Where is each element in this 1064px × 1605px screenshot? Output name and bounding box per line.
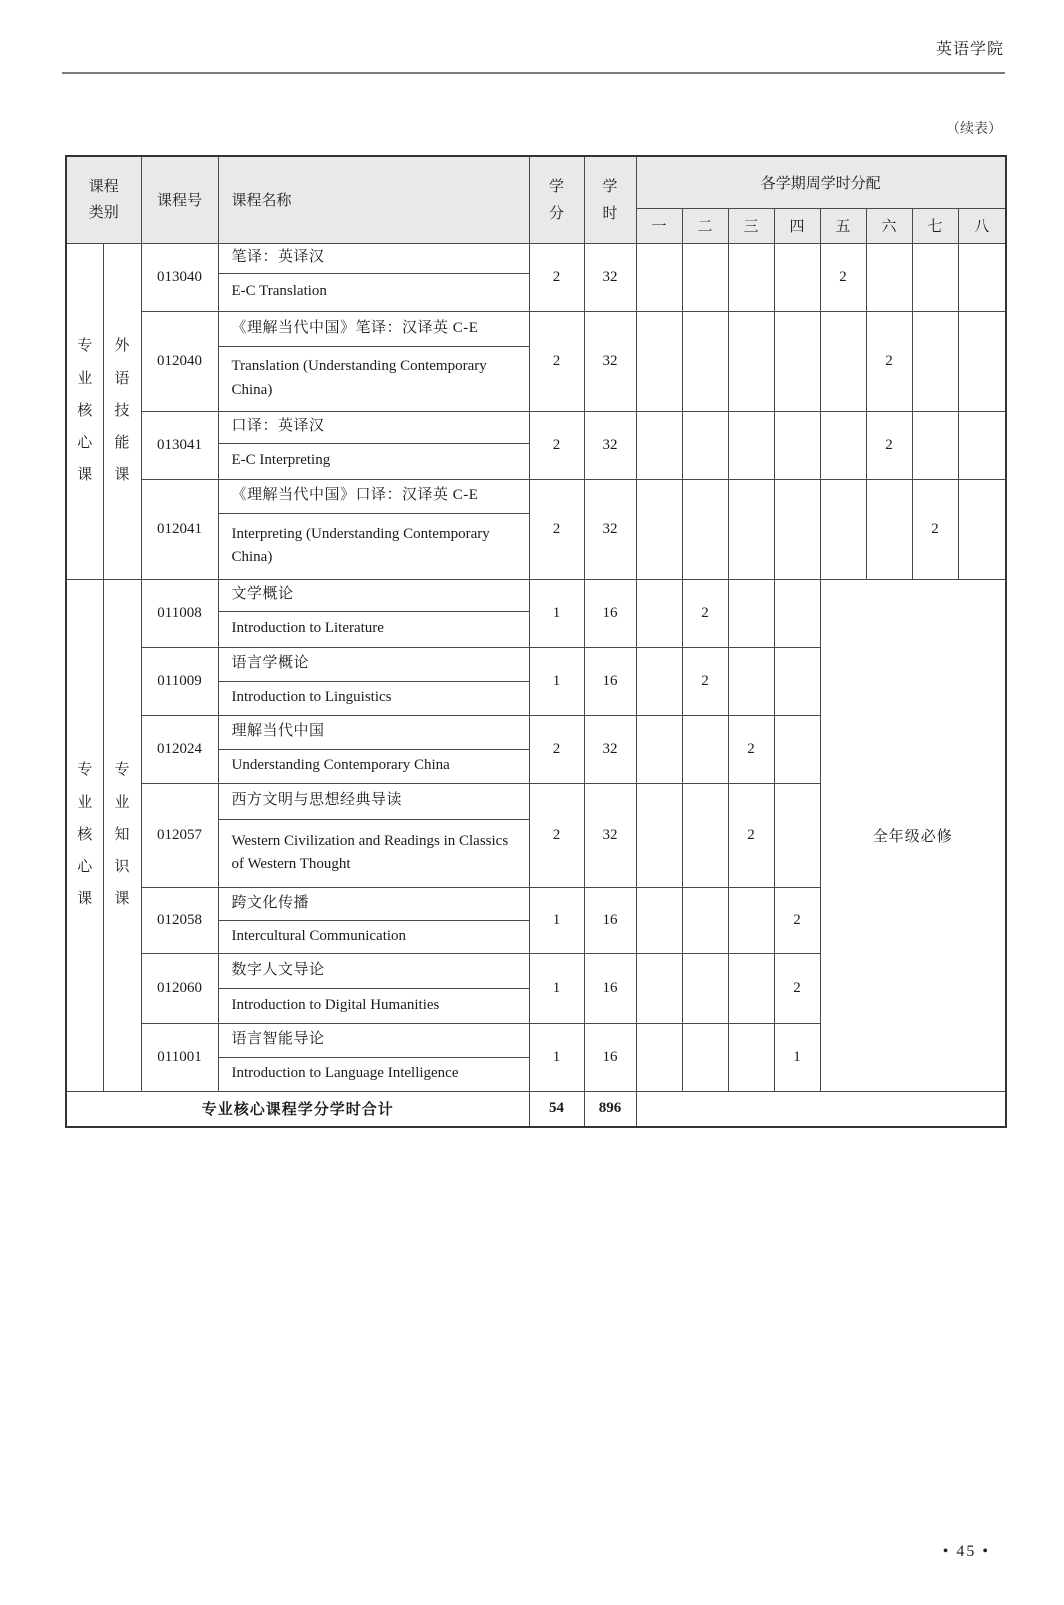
sem-value-4 <box>774 715 820 783</box>
course-name-cn: 文学概论 <box>218 579 529 611</box>
sem-value-3: 2 <box>728 715 774 783</box>
course-name-en: Understanding Contemporary China <box>218 749 529 783</box>
category-main-label: 专业核心课 <box>77 762 93 908</box>
header-sem-8: 八 <box>958 208 1006 243</box>
header-name: 课程名称 <box>218 156 529 243</box>
sem-value-1 <box>636 647 682 715</box>
total-credits: 54 <box>529 1091 584 1127</box>
course-code: 012057 <box>141 783 218 887</box>
sem-value-3 <box>728 887 774 953</box>
sem-value-1 <box>636 579 682 647</box>
header-category <box>66 156 141 243</box>
course-name-en: Introduction to Digital Humanities <box>218 988 529 1023</box>
sem-value-2 <box>682 953 728 1023</box>
header-code: 课程号 <box>141 156 218 243</box>
sem-value-1 <box>636 783 682 887</box>
category-main-cell <box>66 579 103 1091</box>
header-sem-6: 六 <box>866 208 912 243</box>
header-hours-label: 学时 <box>602 177 618 222</box>
sem-value-2 <box>682 1023 728 1091</box>
sem-value-4: 1 <box>774 1023 820 1091</box>
course-credits: 2 <box>529 243 584 311</box>
course-credits: 2 <box>529 311 584 411</box>
sem-value-1 <box>636 1023 682 1091</box>
course-name-cn: 西方文明与思想经典导读 <box>218 783 529 819</box>
course-hours: 16 <box>584 887 636 953</box>
course-code: 011008 <box>141 579 218 647</box>
sem-value-7 <box>912 243 958 311</box>
category-sub-label: 外语技能课 <box>114 338 130 484</box>
header-hours <box>584 156 636 243</box>
course-name-cn: 《理解当代中国》笔译：汉译英 C-E <box>218 311 529 346</box>
header-sem-7: 七 <box>912 208 958 243</box>
page-number: • 45 • <box>942 1543 990 1560</box>
course-hours: 16 <box>584 1023 636 1091</box>
course-name-cn: 理解当代中国 <box>218 715 529 749</box>
course-hours: 32 <box>584 783 636 887</box>
sem-value-6: 2 <box>866 311 912 411</box>
header-sem-3: 三 <box>728 208 774 243</box>
sem-value-5 <box>820 411 866 479</box>
course-name-en: E-C Translation <box>218 273 529 311</box>
course-name-en: Introduction to Literature <box>218 611 529 647</box>
course-code: 012041 <box>141 479 218 579</box>
course-code: 012024 <box>141 715 218 783</box>
sem-value-8 <box>958 243 1006 311</box>
course-name-cn: 《理解当代中国》口译：汉译英 C-E <box>218 479 529 513</box>
course-hours: 16 <box>584 579 636 647</box>
sem-value-2 <box>682 311 728 411</box>
header-category-label: 课程类别 <box>88 178 119 221</box>
course-code: 013041 <box>141 411 218 479</box>
course-hours: 32 <box>584 715 636 783</box>
total-empty-cell <box>636 1091 1006 1127</box>
section-language-skill-courses <box>66 243 1006 579</box>
course-name-en: Western Civilization and Readings in Classics of Western Thought <box>218 819 529 887</box>
table-row <box>66 411 1006 443</box>
course-name-cn: 笔译：英译汉 <box>218 243 529 273</box>
course-name-cn: 口译：英译汉 <box>218 411 529 443</box>
total-hours: 896 <box>584 1091 636 1127</box>
continuation-note: （续表） <box>946 122 1002 137</box>
header-semester-group: 各学期周学时分配 <box>636 156 1006 208</box>
course-credits: 1 <box>529 1023 584 1091</box>
sem-value-1 <box>636 953 682 1023</box>
course-credits: 2 <box>529 411 584 479</box>
sem-value-2: 2 <box>682 579 728 647</box>
sem-value-3: 2 <box>728 783 774 887</box>
sem-value-8 <box>958 411 1006 479</box>
course-name-en: E-C Interpreting <box>218 443 529 479</box>
sem-value-3 <box>728 311 774 411</box>
course-code: 011009 <box>141 647 218 715</box>
course-hours: 32 <box>584 243 636 311</box>
table-row <box>66 579 1006 611</box>
course-hours: 32 <box>584 479 636 579</box>
sem-value-7 <box>912 411 958 479</box>
category-sub-label: 专业知识课 <box>114 762 130 908</box>
sem-value-7: 2 <box>912 479 958 579</box>
table-row <box>66 311 1006 346</box>
sem-value-6 <box>866 243 912 311</box>
sem-value-2 <box>682 783 728 887</box>
sem-value-3 <box>728 243 774 311</box>
course-code: 012040 <box>141 311 218 411</box>
course-name-en: Interpreting (Understanding Contemporary China) <box>218 513 529 579</box>
header-sem-2: 二 <box>682 208 728 243</box>
sem-value-4 <box>774 647 820 715</box>
sem-value-3 <box>728 1023 774 1091</box>
course-credits: 1 <box>529 647 584 715</box>
course-name-cn: 跨文化传播 <box>218 887 529 920</box>
category-main-cell <box>66 243 103 579</box>
course-credits: 1 <box>529 579 584 647</box>
sem-value-3 <box>728 647 774 715</box>
sem-value-6: 2 <box>866 411 912 479</box>
sem-value-2 <box>682 243 728 311</box>
sem-value-2 <box>682 715 728 783</box>
sem-value-1 <box>636 715 682 783</box>
course-name-en: Intercultural Communication <box>218 920 529 953</box>
sem-value-3 <box>728 579 774 647</box>
section-knowledge-courses <box>66 579 1006 1091</box>
table-row <box>66 479 1006 513</box>
sem-value-1 <box>636 311 682 411</box>
required-all-grades-note: 全年级必修 <box>820 579 1006 1091</box>
course-name-en: Translation (Understanding Contemporary China) <box>218 346 529 411</box>
course-credits: 2 <box>529 783 584 887</box>
course-name-cn: 语言智能导论 <box>218 1023 529 1057</box>
header-credits <box>529 156 584 243</box>
sem-value-3 <box>728 953 774 1023</box>
sem-value-3 <box>728 411 774 479</box>
sem-value-4 <box>774 579 820 647</box>
sem-value-4 <box>774 411 820 479</box>
header-divider <box>62 72 1005 74</box>
course-name-cn: 数字人文导论 <box>218 953 529 988</box>
sem-value-4 <box>774 311 820 411</box>
sem-value-2 <box>682 479 728 579</box>
sem-value-4: 2 <box>774 953 820 1023</box>
sem-value-2 <box>682 411 728 479</box>
header-sem-1: 一 <box>636 208 682 243</box>
course-name-en: Introduction to Linguistics <box>218 681 529 715</box>
sem-value-2: 2 <box>682 647 728 715</box>
course-code: 013040 <box>141 243 218 311</box>
header-sem-5: 五 <box>820 208 866 243</box>
sem-value-4 <box>774 243 820 311</box>
sem-value-5 <box>820 479 866 579</box>
table-row <box>66 243 1006 273</box>
course-credits: 1 <box>529 887 584 953</box>
section-total <box>66 1091 1006 1127</box>
sem-value-7 <box>912 311 958 411</box>
course-code: 012058 <box>141 887 218 953</box>
category-main-label: 专业核心课 <box>77 338 93 484</box>
header-sem-4: 四 <box>774 208 820 243</box>
total-row <box>66 1091 1006 1127</box>
sem-value-8 <box>958 479 1006 579</box>
sem-value-2 <box>682 887 728 953</box>
course-name-cn: 语言学概论 <box>218 647 529 681</box>
sem-value-5: 2 <box>820 243 866 311</box>
course-hours: 32 <box>584 311 636 411</box>
course-hours: 16 <box>584 953 636 1023</box>
course-code: 011001 <box>141 1023 218 1091</box>
course-hours: 32 <box>584 411 636 479</box>
category-sub-cell <box>103 579 141 1091</box>
course-plan-table <box>65 155 1007 1128</box>
course-hours: 16 <box>584 647 636 715</box>
sem-value-1 <box>636 411 682 479</box>
sem-value-8 <box>958 311 1006 411</box>
sem-value-1 <box>636 887 682 953</box>
course-code: 012060 <box>141 953 218 1023</box>
course-credits: 2 <box>529 479 584 579</box>
sem-value-4: 2 <box>774 887 820 953</box>
sem-value-4 <box>774 479 820 579</box>
sem-value-3 <box>728 479 774 579</box>
sem-value-5 <box>820 311 866 411</box>
header-credits-label: 学分 <box>548 177 564 222</box>
sem-value-1 <box>636 479 682 579</box>
course-credits: 1 <box>529 953 584 1023</box>
total-label: 专业核心课程学分学时合计 <box>66 1091 529 1127</box>
course-name-en: Introduction to Language Intelligence <box>218 1057 529 1091</box>
sem-value-6 <box>866 479 912 579</box>
table-header <box>66 156 1006 243</box>
course-credits: 2 <box>529 715 584 783</box>
category-sub-cell <box>103 243 141 579</box>
running-head-title: 英语学院 <box>935 41 1004 58</box>
sem-value-4 <box>774 783 820 887</box>
sem-value-1 <box>636 243 682 311</box>
